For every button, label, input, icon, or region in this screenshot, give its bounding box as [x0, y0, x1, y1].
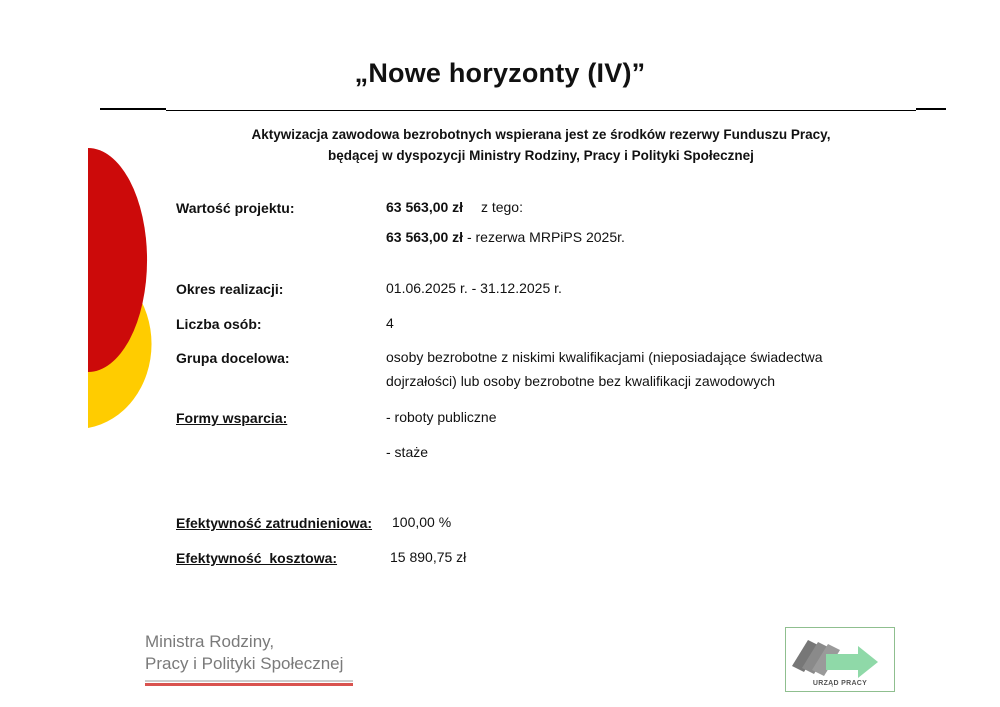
labour-office-logo [785, 627, 895, 692]
project-value [386, 195, 523, 219]
support-forms-label: Formy wsparcia: [176, 410, 288, 426]
project-reserve-amount: 63 563,00 zł [386, 229, 464, 245]
support-item: - staże [386, 444, 429, 460]
support-item: - roboty publiczne [386, 409, 497, 425]
funding-note-line1: Aktywizacja zawodowa bezrobotnych wspierana jest ze środków rezerwy Funduszu Pracy, [251, 127, 831, 142]
cost-efficiency-label: Efektywność kosztowa: [176, 550, 338, 566]
labour-office-logo-icon [786, 630, 894, 680]
target-group-line1: osoby bezrobotne z niskimi kwalifikacjami (nieposiadające świadectwa [386, 349, 823, 365]
period-value: 01.06.2025 r. - 31.12.2025 r. [386, 280, 562, 296]
project-reserve-suffix: - rezerwa MRPiPS 2025r. [463, 229, 625, 245]
title-rule-left [100, 108, 166, 110]
page-title: „Nowe horyzonty (IV)” [354, 58, 646, 88]
decorative-semicircles [88, 140, 168, 430]
target-group-line2: dojrzałości) lub osoby bezrobotne bez kwalifikacji zawodowych [386, 373, 776, 389]
target-group-value [386, 345, 823, 393]
ministry-logo-text [145, 631, 343, 675]
ministry-line2: Pracy i Polityki Społecznej [145, 654, 344, 673]
labour-office-logo-text: URZĄD PRACY [812, 680, 868, 687]
target-group-label: Grupa docelowa: [176, 350, 290, 366]
people-count-label: Liczba osób: [176, 316, 262, 332]
project-value-label: Wartość projektu: [176, 200, 295, 216]
funding-note-line2: będącej w dyspozycji Ministry Rodziny, Pracy i Polityki Społecznej [328, 148, 754, 163]
ministry-logo-stripe-white [145, 680, 353, 682]
people-count-value: 4 [386, 315, 394, 331]
project-value-amount: 63 563,00 zł [386, 199, 464, 215]
cost-efficiency-value: 15 890,75 zł [390, 549, 467, 565]
project-reserve [386, 225, 625, 249]
ministry-line1: Ministra Rodziny, [145, 632, 275, 651]
project-value-suffix: z tego: [480, 199, 523, 215]
ministry-logo-stripe-red [145, 683, 353, 686]
period-label: Okres realizacji: [176, 281, 284, 297]
title-rule-right [916, 108, 946, 110]
employment-efficiency-label: Efektywność zatrudnieniowa: [176, 515, 373, 531]
employment-efficiency-value: 100,00 % [392, 514, 452, 530]
title-rule [166, 110, 916, 111]
